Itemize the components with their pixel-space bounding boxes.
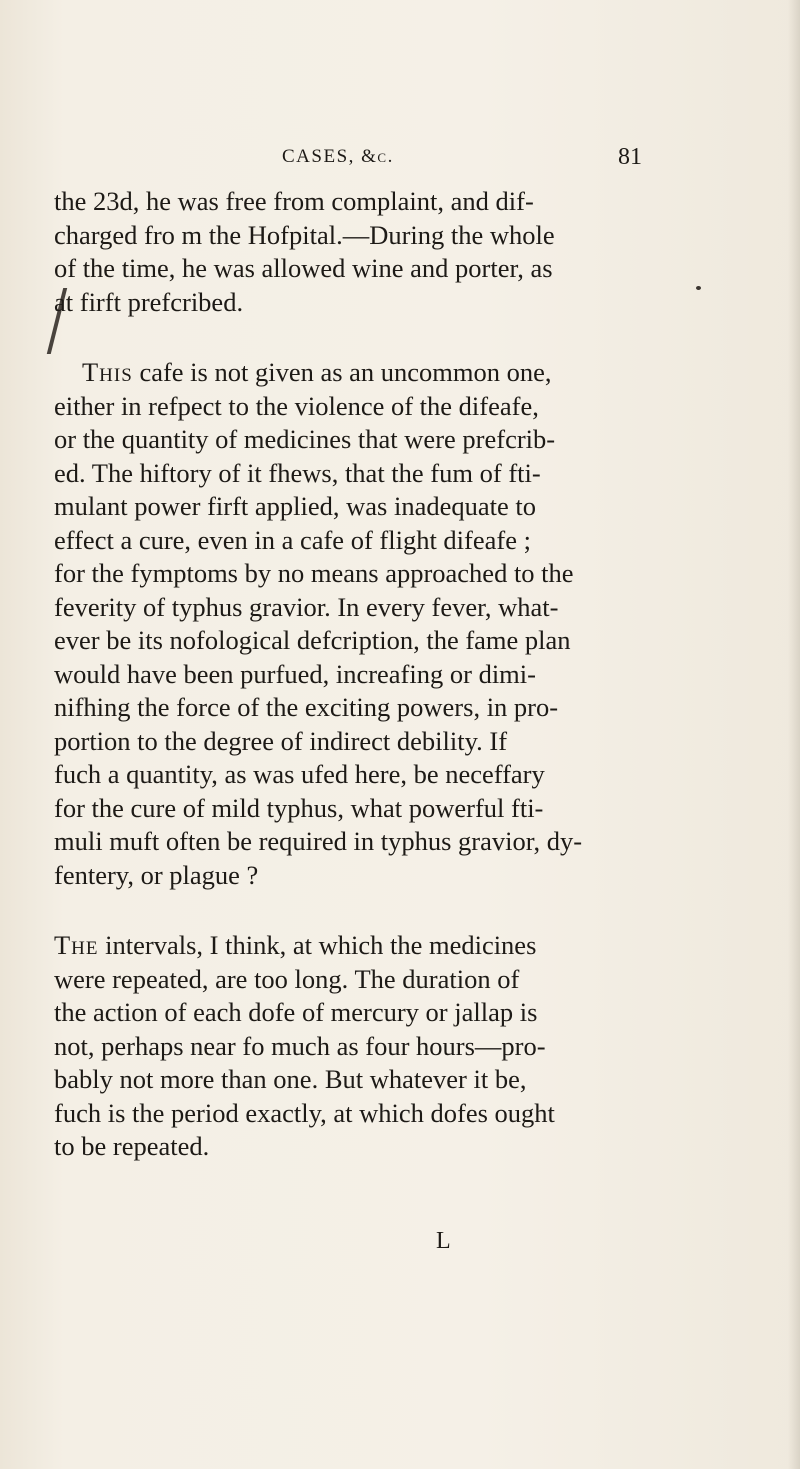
text-line: portion to the degree of indirect debility. If — [54, 725, 508, 756]
text-line: either in refpect to the violence of the difeafe, — [54, 390, 539, 421]
text-line: ed. The hiftory of it fhews, that the fum of fti- — [54, 457, 541, 488]
signature-mark: L — [436, 1228, 451, 1254]
text-line: the 23d, he was free from complaint, and dif- — [54, 186, 534, 216]
text-line: would have been purfued, increafing or dimi- — [54, 658, 536, 689]
text-line: intervals, I think, at which the medicines — [98, 930, 537, 960]
text-line: fentery, or plague ? — [54, 859, 259, 890]
text-line: effect a cure, even in a cafe of flight difeafe ; — [54, 524, 531, 555]
text-line: charged fro m the Hofpital.—During the whole — [54, 219, 555, 250]
text-line: feverity of typhus gravior. In every fever, what- — [54, 591, 559, 622]
text-line: of the time, he was allowed wine and porter, as — [54, 253, 553, 283]
text-line: ever be its nofological defcription, the fame plan — [54, 625, 571, 655]
body-text — [54, 185, 746, 1164]
page-header — [282, 146, 642, 176]
page-number: 81 — [618, 144, 642, 170]
text-line: bably not more than one. But whatever it be, — [54, 1064, 527, 1094]
text-line: muli muft often be required in typhus gravior, dy- — [54, 826, 583, 856]
text-line: nifhing the force of the exciting powers, in pro- — [54, 692, 559, 722]
paragraph-1 — [54, 185, 746, 319]
paragraph-lead-word: The — [54, 930, 99, 960]
text-line: fuch is the period exactly, at which dofes ought — [54, 1097, 555, 1128]
paragraph-2 — [26, 356, 746, 892]
page-edge-shadow — [788, 0, 800, 1469]
text-line: cafe is not given as an uncommon one, — [132, 357, 552, 387]
text-line: at firft prefcribed. — [54, 286, 244, 317]
text-line: were repeated, are too long. The duration of — [54, 963, 520, 994]
text-line: to be repeated. — [54, 1131, 210, 1161]
paragraph-lead-word: This — [82, 357, 133, 387]
text-line: for the cure of mild typhus, what powerful fti- — [54, 792, 544, 823]
text-line: mulant power firft applied, was inadequate to — [54, 491, 536, 521]
paragraph-3 — [54, 929, 746, 1164]
text-line: not, perhaps near fo much as four hours—pro- — [54, 1030, 546, 1061]
text-line: or the quantity of medicines that were prefcrib- — [54, 424, 556, 454]
text-line: for the fymptoms by no means approached to the — [54, 558, 574, 588]
running-head: CASES, &c. — [282, 146, 394, 167]
text-line: fuch a quantity, as was ufed here, be neceffary — [54, 759, 545, 789]
text-line: the action of each dofe of mercury or jallap is — [54, 997, 538, 1027]
